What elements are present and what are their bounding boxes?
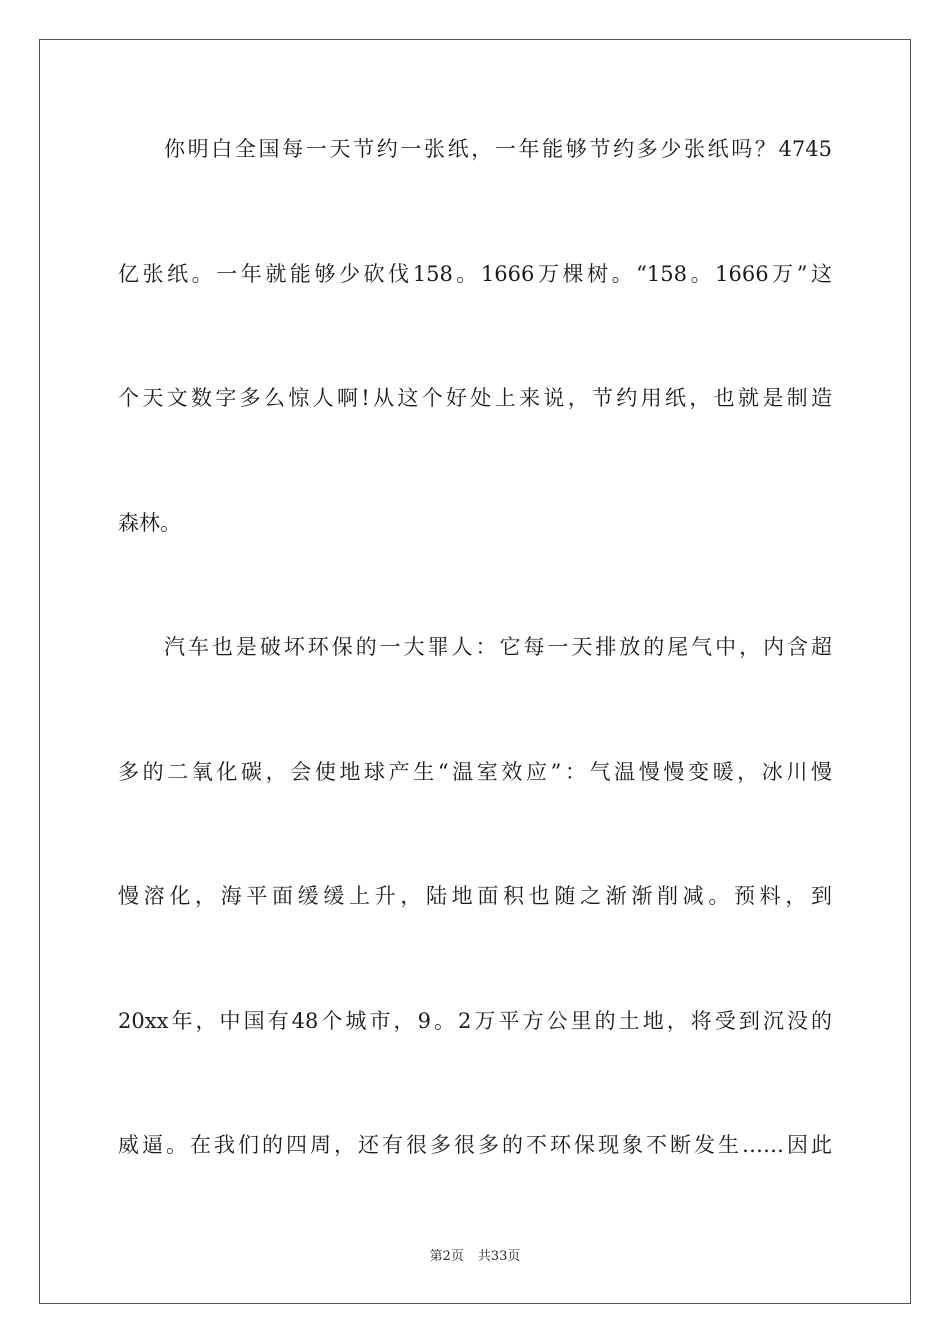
text-line: 汽车也是破坏环保的一大罪人：它每一天排放的尾气中，内含超 [164, 635, 832, 659]
text-line: 威逼。在我们的四周，还有很多很多的不环保现象不断发生……因此 [118, 1133, 832, 1157]
page-total: 共33页 [477, 1249, 521, 1264]
text-line: 慢溶化，海平面缓缓上升，陆地面积也随之渐渐削减。预料，到 [118, 884, 832, 908]
text-line: 个天文数字多么惊人啊!从这个好处上来说，节约用纸，也就是制造 [118, 386, 832, 410]
text-line: 你明白全国每一天节约一张纸，一年能够节约多少张纸吗？4745 [164, 137, 832, 161]
text-line: 亿张纸。一年就能够少砍伐158。1666万棵树。“158。1666万”这 [118, 262, 832, 286]
text-line: 20xx年，中国有48个城市，9。2万平方公里的土地，将受到沉没的 [118, 1009, 832, 1033]
text-line: 多的二氧化碳，会使地球产生“温室效应”：气温慢慢变暖，冰川慢 [118, 760, 832, 784]
page-footer [0, 1248, 950, 1266]
page-border [39, 39, 911, 1304]
page-number: 第2页 [429, 1249, 464, 1264]
text-line: 森林。 [118, 511, 181, 535]
